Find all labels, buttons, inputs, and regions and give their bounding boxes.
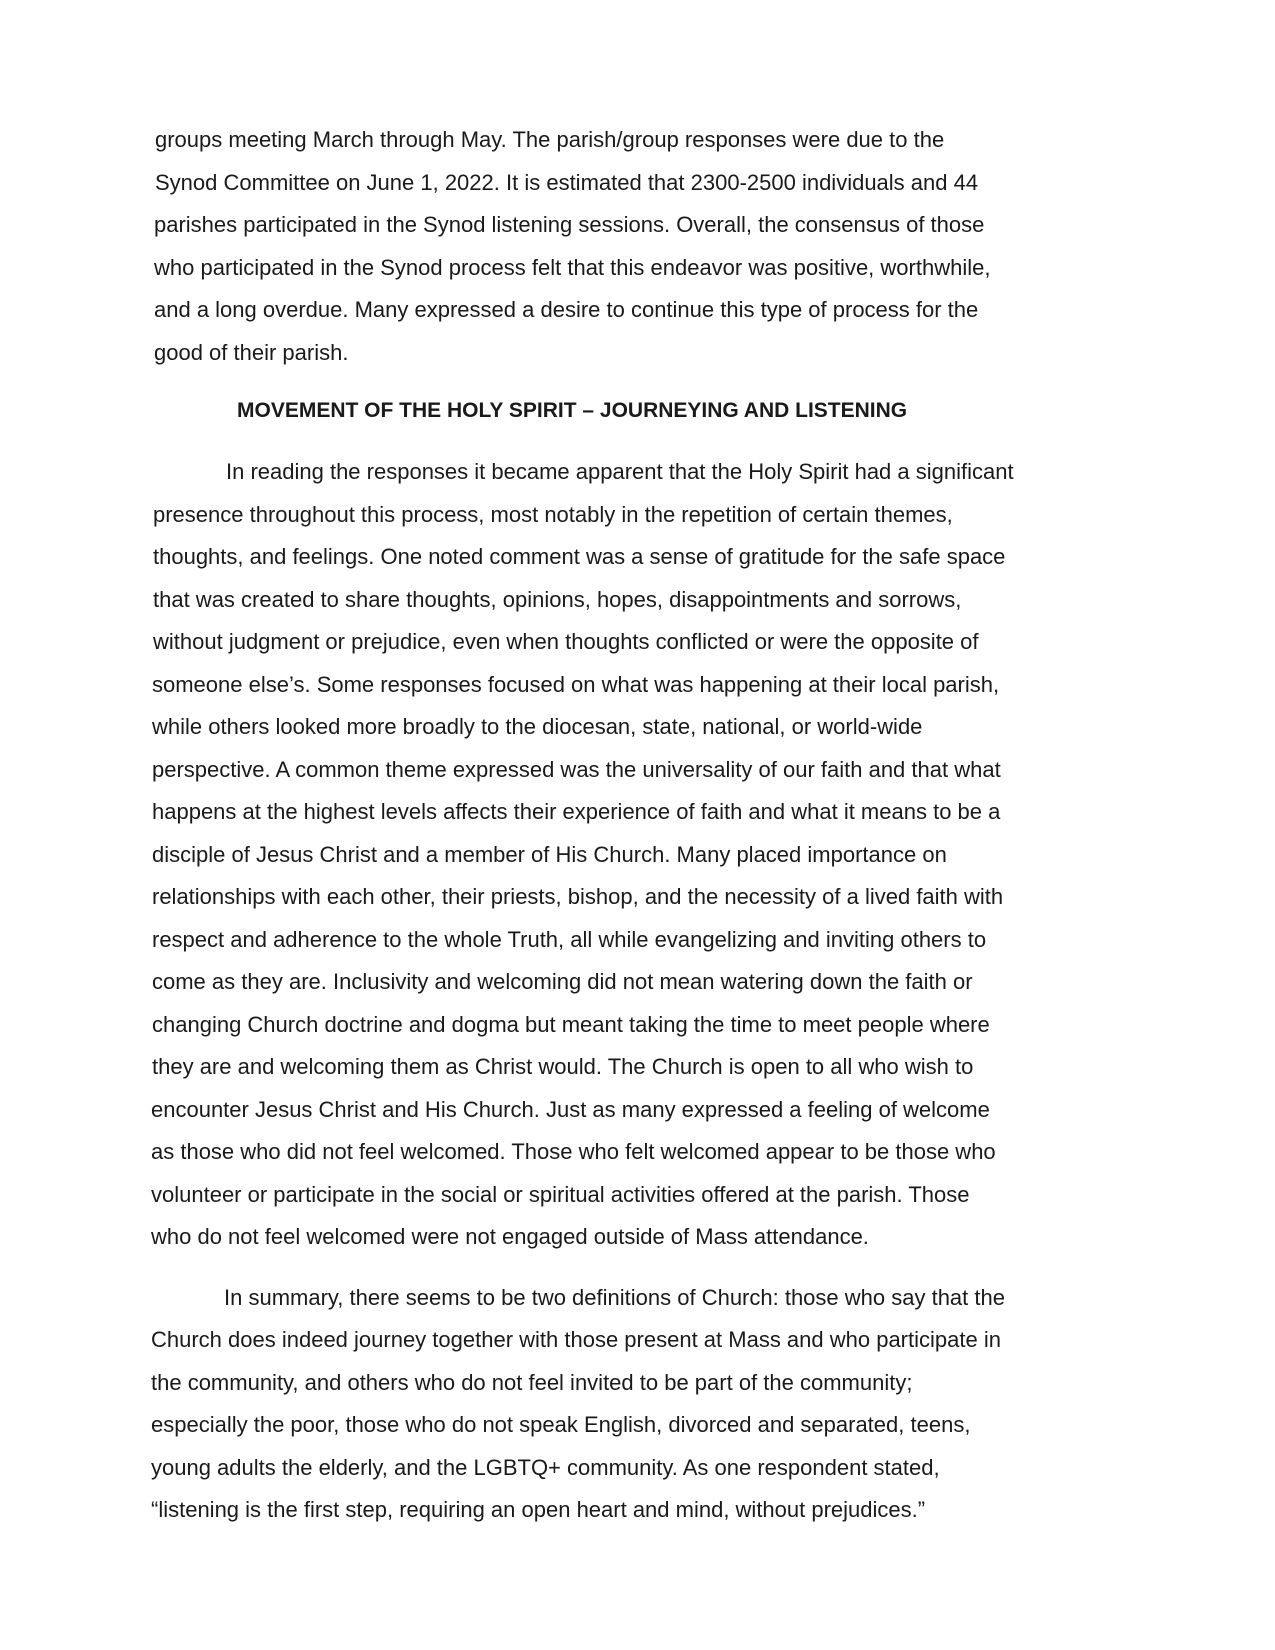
text-line: groups meeting March through May. The parish/group responses were due to the bbox=[155, 127, 945, 152]
text-line: who do not feel welcomed were not engaged outside of Mass attendance. bbox=[151, 1224, 869, 1249]
text-line: and a long overdue. Many expressed a desire to continue this type of process for the bbox=[154, 297, 979, 322]
text-line: while others looked more broadly to the diocesan, state, national, or world-wide bbox=[152, 714, 923, 739]
text-line: that was created to share thoughts, opinions, hopes, disappointments and sorrows, bbox=[153, 587, 962, 612]
text-line: “listening is the first step, requiring an open heart and mind, without prejudices.” bbox=[151, 1497, 926, 1522]
text-line: thoughts, and feelings. One noted comment was a sense of gratitude for the safe space bbox=[153, 544, 1006, 569]
text-line: who participated in the Synod process felt that this endeavor was positive, worthwhile, bbox=[154, 255, 991, 280]
text-line: In summary, there seems to be two definitions of Church: those who say that the bbox=[224, 1285, 1005, 1310]
text-line: Synod Committee on June 1, 2022. It is estimated that 2300-2500 individuals and 44 bbox=[155, 170, 979, 195]
text-line: as those who did not feel welcomed. Those who felt welcomed appear to be those who bbox=[151, 1139, 996, 1164]
text-line: encounter Jesus Christ and His Church. Just as many expressed a feeling of welcome bbox=[151, 1097, 990, 1122]
text-line: respect and adherence to the whole Truth, all while evangelizing and inviting others to bbox=[152, 927, 987, 952]
section-heading: MOVEMENT OF THE HOLY SPIRIT – JOURNEYING AND LISTENING bbox=[237, 399, 908, 422]
text-line: presence throughout this process, most notably in the repetition of certain themes, bbox=[153, 502, 953, 527]
text-line: especially the poor, those who do not speak English, divorced and separated, teens, bbox=[151, 1412, 971, 1437]
text-line: relationships with each other, their priests, bishop, and the necessity of a lived faith with bbox=[152, 884, 1004, 909]
text-line: parishes participated in the Synod listening sessions. Overall, the consensus of those bbox=[154, 212, 985, 237]
text-line: disciple of Jesus Christ and a member of His Church. Many placed importance on bbox=[152, 842, 947, 867]
text-line: the community, and others who do not feel invited to be part of the community; bbox=[151, 1370, 913, 1395]
text-line: perspective. A common theme expressed was the universality of our faith and that what bbox=[152, 757, 1001, 782]
text-line: good of their parish. bbox=[154, 340, 349, 365]
text-line: without judgment or prejudice, even when thoughts conflicted or were the opposite of bbox=[153, 629, 979, 654]
text-line: volunteer or participate in the social or spiritual activities offered at the parish. Those bbox=[151, 1182, 970, 1207]
text-line: In reading the responses it became apparent that the Holy Spirit had a significant bbox=[226, 459, 1014, 484]
text-line: come as they are. Inclusivity and welcoming did not mean watering down the faith or bbox=[152, 969, 973, 994]
text-line: happens at the highest levels affects their experience of faith and what it means to be a bbox=[152, 799, 1001, 824]
text-line: someone else’s. Some responses focused on what was happening at their local parish, bbox=[152, 672, 1000, 697]
text-line: Church does indeed journey together with those present at Mass and who participate in bbox=[151, 1327, 1001, 1352]
text-line: they are and welcoming them as Christ would. The Church is open to all who wish to bbox=[152, 1054, 974, 1079]
text-line: changing Church doctrine and dogma but meant taking the time to meet people where bbox=[152, 1012, 990, 1037]
text-line: young adults the elderly, and the LGBTQ+ community. As one respondent stated, bbox=[151, 1455, 940, 1480]
